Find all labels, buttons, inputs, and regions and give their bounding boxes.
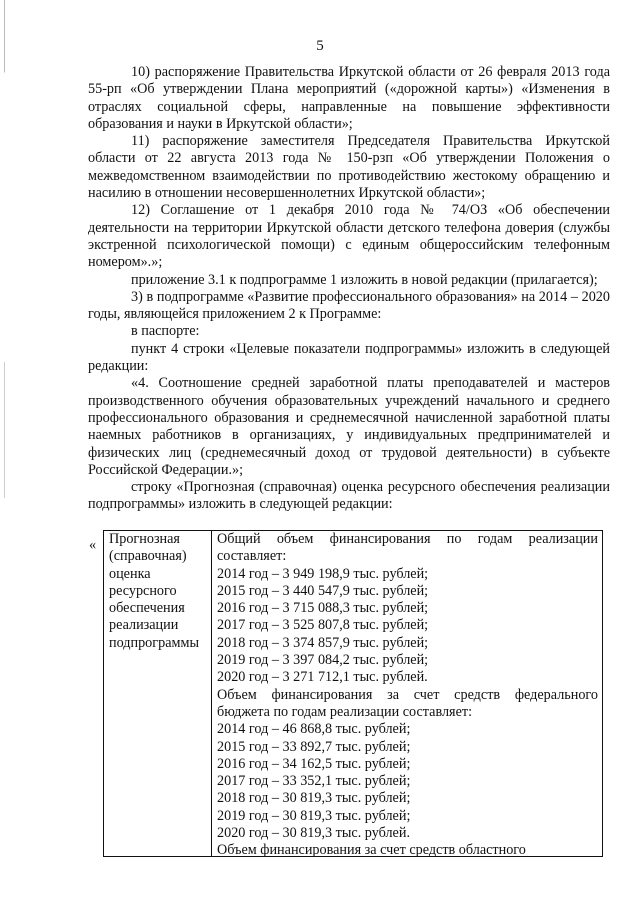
label-line: Прогнозная — [109, 531, 180, 547]
opening-quote: « — [89, 537, 97, 553]
page-number: 5 — [316, 38, 324, 54]
total-year-line: 2014 год – 3 949 198,9 тыс. рублей; — [217, 565, 429, 582]
label-line: обеспечения — [109, 600, 185, 617]
paragraph-passport: в паспорте: — [131, 323, 200, 340]
paragraph-quote4: «4. Соотношение средней заработной платы преподавателей и мастеров производственного обучения образовательных учреждений начального и среднего профессионального образования и среднемесячной начисленной заработной платы наемных работников в организациях, у индивидуальных предпринимателей и физических лиц (среднемесячный доход от трудовой деятельности) в субъекте Российской Федерации.»; — [88, 375, 610, 478]
table-row — [104, 531, 603, 857]
label-line: подпрограммы — [109, 634, 199, 651]
label-line: оценка — [109, 565, 151, 582]
paragraph-item-10: 10) распоряжение Правительства Иркутской области от 26 февраля 2013 года 55-рп «Об утверждении Плана мероприятий («дорожной карты») «Изменения в отраслях социальной сферы, направленные на повышение эффективности образования и науки в Иркутской области»; — [88, 64, 610, 132]
total-year-line: 2015 год – 3 440 547,9 тыс. рублей; — [217, 582, 429, 599]
table-label-cell — [104, 531, 212, 857]
paragraph-point4: пункт 4 строки «Целевые показатели подпрограммы» изложить в следующей редакции: — [88, 340, 610, 375]
federal-funding-intro: Объем финансирования за счет средств федерального бюджета по годам реализации составляет: — [217, 686, 598, 720]
document-body — [88, 64, 610, 514]
federal-year-line: 2018 год – 30 819,3 тыс. рублей; — [217, 790, 411, 807]
paragraph-item-12: 12) Соглашение от 1 декабря 2010 года № 74/ОЗ «Об обеспечении деятельности на территории Иркутской области детского телефона доверия (службы экстренной психологической помощи) с единым общероссийским телефонным номером».»; — [88, 202, 610, 271]
paragraph-subprogram: 3) в подпрограмме «Развитие профессионального образования» на 2014 – 2020 годы, являющейся приложением 2 к Программе: — [88, 288, 610, 323]
total-year-line: 2019 год – 3 397 084,2 тыс. рублей; — [217, 652, 429, 669]
total-year-line: 2017 год – 3 525 807,8 тыс. рублей; — [217, 617, 429, 634]
paragraph-item-11: 11) распоряжение заместителя Председателя Правительства Иркутской области от 22 августа 2013 года № 150-рзп «Об утверждении Положения о межведомственном взаимодействии по противодействию жестокому обращению и насилию в отношении несовершеннолетних Иркутской области»; — [88, 133, 610, 202]
federal-year-line: 2015 год – 33 892,7 тыс. рублей; — [217, 738, 411, 755]
regional-funding-intro: Объем финансирования за счет средств областного — [217, 842, 526, 857]
paragraph-row-intro: строку «Прогнозная (справочная) оценка ресурсного обеспечения реализации подпрограммы» изложить в следующей редакции: — [88, 479, 610, 513]
resource-table — [103, 530, 603, 857]
label-line: ресурсного — [109, 582, 177, 599]
total-year-line: 2020 год – 3 271 712,1 тыс. рублей. — [217, 669, 428, 686]
table-value-cell — [212, 531, 603, 857]
label-line: (справочная) — [109, 548, 187, 565]
scan-edge-artifact — [4, 0, 5, 905]
total-year-line: 2016 год – 3 715 088,3 тыс. рублей; — [217, 600, 429, 617]
federal-year-line: 2020 год – 30 819,3 тыс. рублей. — [217, 825, 410, 842]
federal-year-line: 2017 год – 33 352,1 тыс. рублей; — [217, 773, 411, 790]
label-line: реализации — [109, 617, 179, 634]
paragraph-appendix: приложение 3.1 к подпрограмме 1 изложить в новой редакции (прилагается); — [131, 271, 598, 288]
total-funding-intro: Общий объем финансирования по годам реализации составляет: — [217, 531, 598, 565]
federal-year-line: 2019 год – 30 819,3 тыс. рублей; — [217, 807, 411, 824]
total-year-line: 2018 год – 3 374 857,9 тыс. рублей; — [217, 634, 429, 651]
federal-year-line: 2014 год – 46 868,8 тыс. рублей; — [217, 721, 411, 738]
federal-year-line: 2016 год – 34 162,5 тыс. рублей; — [217, 755, 411, 772]
